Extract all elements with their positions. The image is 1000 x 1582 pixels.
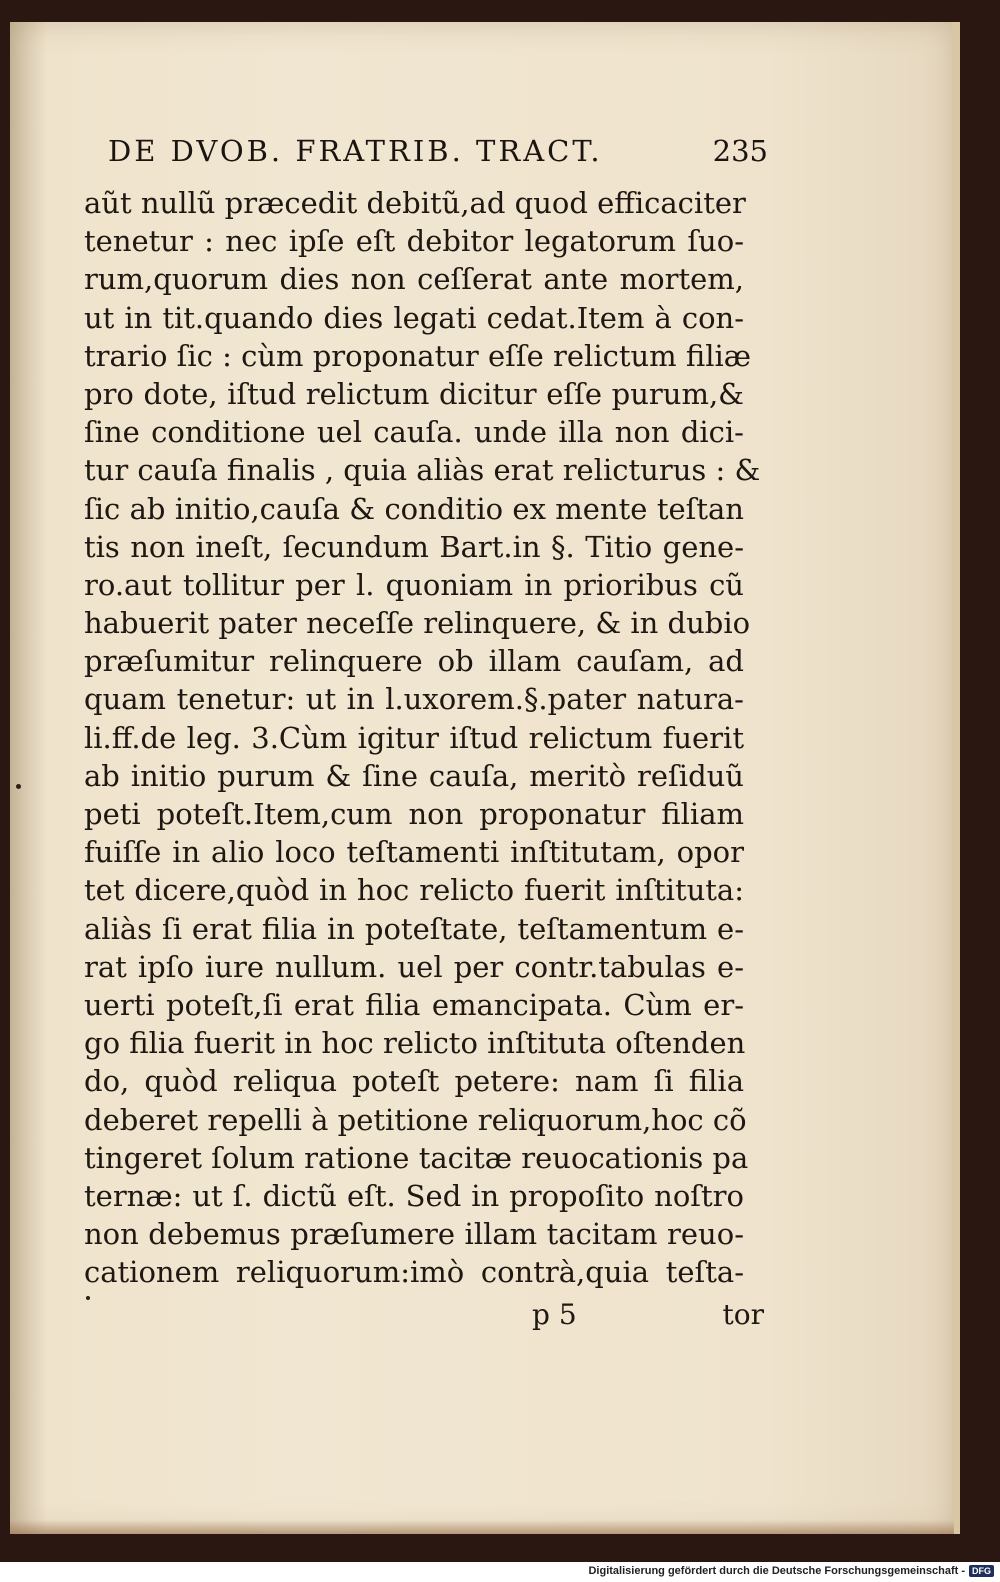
text-line: go filia fuerit in hoc relicto inſtituta oſtenden	[84, 1026, 746, 1061]
text-line: peti poteſt.Item,cum non proponatur filiam	[84, 797, 744, 831]
text-line: tingeret ſolum ratione tacitæ reuocationis pa	[84, 1140, 749, 1175]
credit-text: Digitalisierung gefördert durch die Deutsche Forschungsgemeinschaft -	[588, 1565, 965, 1577]
body-text	[84, 184, 761, 1291]
text-line: rum,quorum dies non ceſſerat ante mortem,	[84, 262, 744, 297]
text-line: ut in tit.quando dies legati cedat.Item à con-	[84, 300, 744, 335]
text-line: tis non ineſt, ſecundum Bart.in §. Titio gene-	[84, 529, 744, 564]
dfg-logo: DFG	[969, 1565, 994, 1577]
ink-speck	[16, 784, 21, 789]
text-line: cationem reliquorum:imò contrà,quia teſta-	[84, 1255, 744, 1290]
text-line: aũt nullũ præcedit debitũ,ad quod efficaciter	[84, 186, 746, 220]
page-number: 235	[712, 134, 768, 168]
text-line: trario ſic : cùm proponatur eſſe relictum filiæ	[84, 338, 752, 373]
text-line: pro dote, iſtud relictum dicitur eſſe purum,&	[84, 376, 744, 411]
book-page	[10, 22, 954, 1534]
text-line: ro.aut tollitur per l. quoniam in prioribus cũ	[84, 567, 744, 602]
text-line: deberet repelli à petitione reliquorum,hoc cõ	[84, 1102, 747, 1137]
text-line: præſumitur relinquere ob illam cauſam, ad	[84, 644, 744, 679]
text-line: tur cauſa finalis , quia aliàs erat relicturus : &	[84, 453, 761, 488]
text-line: uerti poteſt,ſi erat filia emancipata. Cùm er-	[84, 987, 744, 1022]
running-head: DE DVOB. FRATRIB. TRACT.	[108, 134, 603, 168]
text-line: ternæ: ut ſ. dictũ eſt. Sed in propoſito noſtro	[84, 1178, 744, 1213]
text-line: do, quòd reliqua poteſt petere: nam ſi filia	[84, 1064, 744, 1099]
catchword: tor	[722, 1298, 764, 1331]
text-line: tet dicere,quòd in hoc relicto fuerit inſtituta:	[84, 873, 744, 908]
text-line: aliàs ſi erat filia in poteſtate, teſtamentum e-	[84, 911, 744, 946]
page-edge	[952, 22, 960, 1534]
edge-stain	[10, 1520, 954, 1534]
digitization-credit	[588, 1562, 994, 1580]
text-line: ſic ab initio,cauſa & conditio ex mente teſtan	[84, 491, 744, 526]
text-line: tenetur : nec ipſe eſt debitor legatorum ſuo-	[84, 224, 744, 259]
text-line: li.ff.de leg. 3.Cùm igitur iſtud relictum fuerit	[84, 720, 744, 755]
text-line: ab initio purum & ſine cauſa, meritò reſiduũ	[84, 758, 744, 793]
page-header	[108, 134, 768, 180]
signature-mark: p 5	[532, 1298, 577, 1331]
text-line: habuerit pater neceſſe relinquere, & in dubio	[84, 606, 751, 641]
text-line: rat ipſo iure nullum. uel per contr.tabulas e-	[84, 949, 744, 984]
text-line: quam tenetur: ut in l.uxorem.§.pater natura-	[84, 682, 744, 717]
text-line: ſine conditione uel cauſa. unde illa non dici-	[84, 415, 744, 450]
text-line: non debemus præſumere illam tacitam reuo-	[84, 1217, 744, 1252]
page-footer	[84, 1298, 764, 1338]
text-line: fuiſſe in alio loco teſtamenti inſtitutam, opor	[84, 835, 744, 870]
